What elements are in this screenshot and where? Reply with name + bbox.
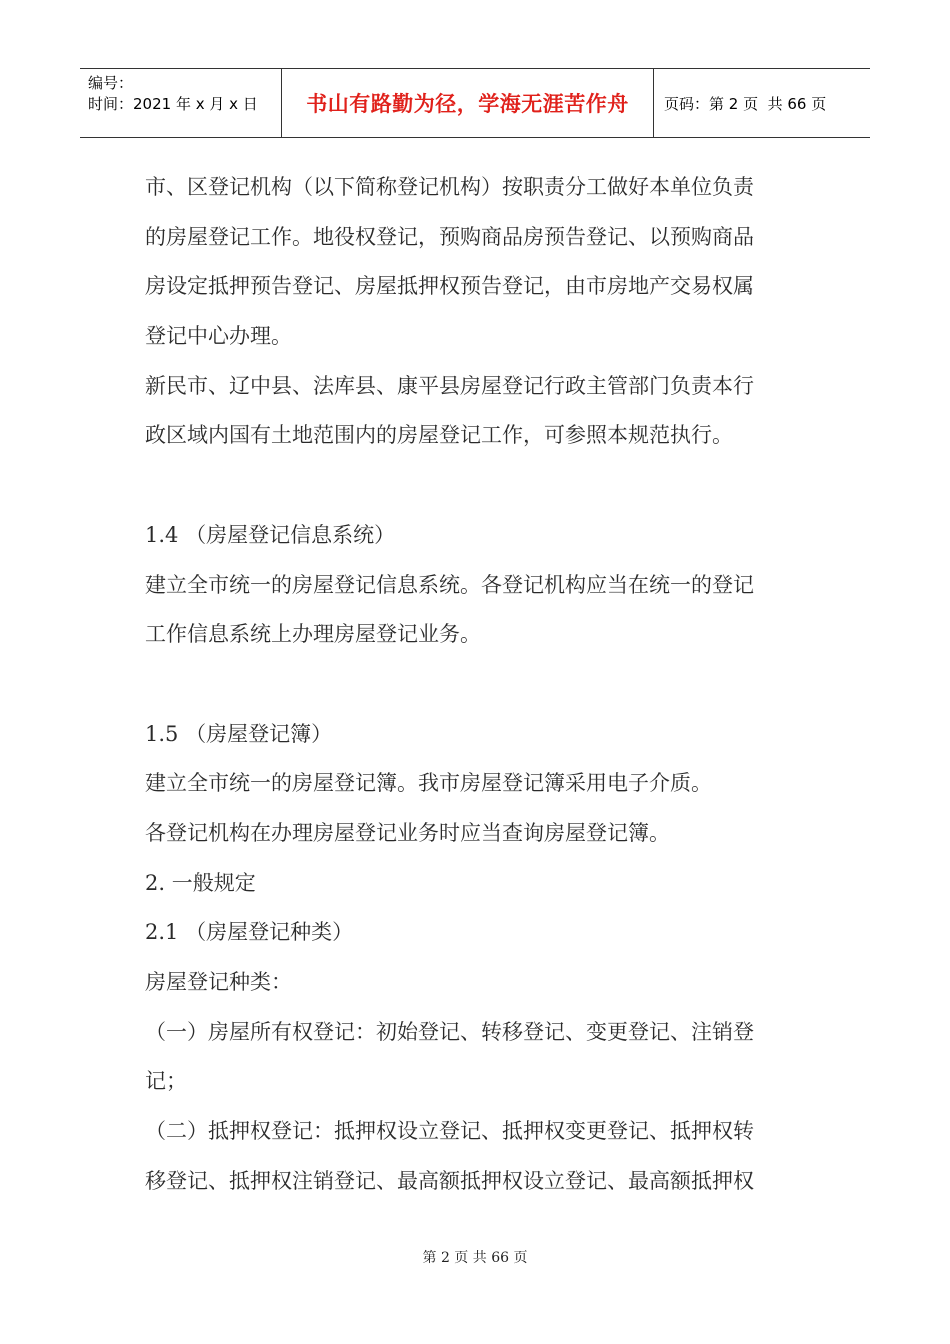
text-line: 建立全市统一的房屋登记信息系统。各登记机构应当在统一的登记 xyxy=(145,572,754,597)
text-line: （二）抵押权登记：抵押权设立登记、抵押权变更登记、抵押权转 xyxy=(145,1119,754,1144)
paragraph-gap xyxy=(145,461,805,511)
text-line: 的房屋登记工作。地役权登记，预购商品房预告登记、以预购商品 xyxy=(145,224,754,249)
text-line: 2. 一般规定 xyxy=(145,870,256,895)
text-line: 各登记机构在办理房屋登记业务时应当查询房屋登记簿。 xyxy=(145,820,670,845)
text-line: 记； xyxy=(145,1069,187,1094)
time-label: 时间：2021 年 x 月 x 日 xyxy=(88,95,258,113)
page-info: 页码：第 2 页 共 66 页 xyxy=(664,94,827,113)
footer-page-number: 第 2 页 共 66 页 xyxy=(422,1250,528,1266)
text-line: 移登记、抵押权注销登记、最高额抵押权设立登记、最高额抵押权 xyxy=(145,1168,754,1193)
text-line: 政区域内国有土地范围内的房屋登记工作，可参照本规范执行。 xyxy=(145,423,733,448)
motto-text: 书山有路勤为径，学海无涯苦作舟 xyxy=(306,92,629,116)
page-header xyxy=(80,68,870,138)
document-body xyxy=(145,163,805,1206)
text-line: （一）房屋所有权登记：初始登记、转移登记、变更登记、注销登 xyxy=(145,1019,754,1044)
text-line: 市、区登记机构（以下简称登记机构）按职责分工做好本单位负责 xyxy=(145,175,754,199)
text-line: 1.4 （房屋登记信息系统） xyxy=(145,522,396,547)
text-line: 新民市、辽中县、法库县、康平县房屋登记行政主管部门负责本行 xyxy=(145,373,754,398)
text-line: 1.5 （房屋登记簿） xyxy=(145,721,333,746)
text-line: 房屋登记种类： xyxy=(145,970,292,994)
text-line: 2.1 （房屋登记种类） xyxy=(145,920,354,945)
header-page-cell xyxy=(654,69,870,137)
page-footer xyxy=(0,1247,950,1267)
text-line: 登记中心办理。 xyxy=(145,324,292,349)
header-motto-cell xyxy=(282,69,654,137)
text-line: 工作信息系统上办理房屋登记业务。 xyxy=(145,622,481,647)
header-meta-cell xyxy=(80,69,282,137)
text-line: 房设定抵押预告登记、房屋抵押权预告登记，由市房地产交易权属 xyxy=(145,274,754,299)
text-line: 建立全市统一的房屋登记簿。我市房屋登记簿采用电子介质。 xyxy=(145,771,712,796)
paragraph-gap xyxy=(145,660,805,710)
number-label: 编号： xyxy=(88,74,134,92)
